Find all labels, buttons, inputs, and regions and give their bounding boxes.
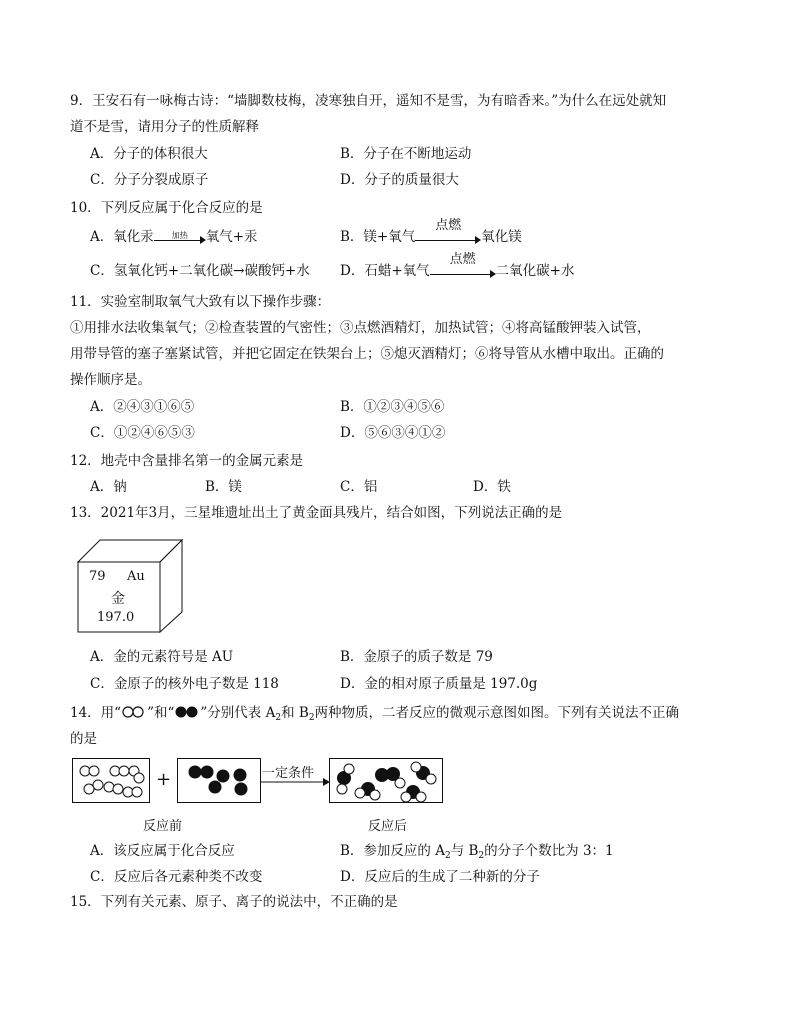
q12-stem: 12．地壳中含量排名第一的金属元素是 xyxy=(70,453,304,469)
q9-option-b: B．分子在不断地运动 xyxy=(340,146,472,162)
q14-b-part-a: B．参加反应的 A xyxy=(340,843,445,859)
product-box xyxy=(329,758,443,803)
q10-option-c: C．氢氧化钙+二氧化碳→碳酸钙+水 xyxy=(90,263,310,279)
q11-line2: 用带导管的塞子塞紧试管，并把它固定在铁架台上；⑤熄灭酒精灯；⑥将导管从水槽中取出。正确的 xyxy=(70,346,664,362)
q11-option-a: A．②④③①⑥⑤ xyxy=(90,399,195,415)
q13-option-c: C．金原子的核外电子数是 118 xyxy=(90,676,279,692)
reactant-a-box xyxy=(72,758,150,803)
q14-b-sub-a: 2 xyxy=(444,851,451,861)
q12-option-a: A．钠 xyxy=(90,479,127,495)
q10-a-reactant: A．氧化汞 xyxy=(90,229,154,245)
q10-b-arrow xyxy=(415,217,481,247)
q14-b-part-c: 的分子个数比为 3：1 xyxy=(484,843,614,859)
q10-stem: 10．下列反应属于化合反应的是 xyxy=(70,200,263,216)
reaction-arrow-icon xyxy=(259,777,331,787)
q10-d-product: 二氧化碳+水 xyxy=(495,263,575,279)
q11-option-d: D．⑤⑥③④①② xyxy=(340,425,446,441)
q10-a-arrow xyxy=(154,229,206,247)
q14-sub-a: 2 xyxy=(275,713,282,723)
before-reaction-label: 反应前 xyxy=(143,819,183,834)
q13-option-d: D．金的相对原子质量是 197.0g xyxy=(340,676,538,692)
q14-b-part-b: 与 B xyxy=(450,843,479,859)
reactant-a-molecules xyxy=(73,759,149,802)
q10-option-d xyxy=(340,251,575,281)
white-molecule-icon xyxy=(121,706,147,718)
q13-option-b: B．金原子的质子数是 79 xyxy=(340,649,493,665)
q14-stem-part-d: 和 B xyxy=(281,705,309,721)
q10-d-arrow xyxy=(430,251,496,281)
q11-option-b: B．①②③④⑤⑥ xyxy=(340,399,445,415)
q14-stem-line2: 的是 xyxy=(70,731,97,747)
q14-b-sub-b: 2 xyxy=(478,851,485,861)
element-name: 金 xyxy=(111,591,125,607)
q10-a-condition: 加热 xyxy=(171,230,188,240)
q12-option-d: D．铁 xyxy=(473,479,511,495)
q15-stem: 15．下列有关元素、原子、离子的说法中，不正确的是 xyxy=(70,894,398,910)
q10-a-product: 氧气+汞 xyxy=(205,229,258,245)
q11-line1: ①用排水法收集氧气；②检查装置的气密性；③点燃酒精灯，加热试管；④将高锰酸钾装入试管， xyxy=(70,320,651,336)
q11-stem: 11．实验室制取氧气大致有以下操作步骤： xyxy=(70,294,331,310)
q14-stem-part-b: ”和“ xyxy=(147,705,175,721)
q12-option-b: B．镁 xyxy=(205,479,242,495)
q11-line3: 操作顺序是。 xyxy=(70,372,151,388)
q14-stem-line1 xyxy=(70,704,679,727)
q9-option-c: C．分子分裂成原子 xyxy=(90,172,209,188)
product-molecules xyxy=(330,759,442,802)
element-symbol: Au xyxy=(127,569,145,584)
q14-option-a: A．该反应属于化合反应 xyxy=(90,843,235,859)
q14-stem-part-a: 14．用“ xyxy=(70,705,122,721)
element-cube-figure xyxy=(75,537,185,634)
q14-option-d: D．反应后的生成了二种新的分子 xyxy=(340,869,540,885)
plus-sign: + xyxy=(156,769,172,790)
element-atomic-number: 79 xyxy=(89,569,106,584)
after-reaction-label: 反应后 xyxy=(368,819,408,834)
q14-option-c: C．反应后各元素种类不改变 xyxy=(90,869,263,885)
q10-b-product: 氧化镁 xyxy=(481,229,522,245)
q14-option-b xyxy=(340,842,614,865)
reactant-b-box xyxy=(177,758,261,803)
q10-option-a xyxy=(90,228,258,247)
q14-stem-part-c: ”分别代表 A xyxy=(200,705,276,721)
q9-stem-line1: 9．王安石有一咏梅古诗：“墙脚数枝梅，凌寒独自开，遥知不是雪，为有暗香来。”为什么在远处就知 xyxy=(70,93,667,109)
q12-option-c: C．铝 xyxy=(340,479,378,495)
q9-option-a: A．分子的体积很大 xyxy=(90,146,208,162)
q13-option-a: A．金的元素符号是 AU xyxy=(90,649,234,665)
element-atomic-mass: 197.0 xyxy=(97,610,135,625)
q14-sub-b: 2 xyxy=(308,713,315,723)
q11-option-c: C．①②④⑥⑤③ xyxy=(90,425,195,441)
q9-stem-line2: 道不是雪，请用分子的性质解释 xyxy=(70,119,259,135)
q10-b-reactant: B．镁+氧气 xyxy=(340,229,416,245)
q9-option-d: D．分子的质量很大 xyxy=(340,172,459,188)
q13-stem: 13．2021年3月，三星堆遗址出土了黄金面具残片，结合如图，下列说法正确的是 xyxy=(70,505,563,521)
reactant-b-molecules xyxy=(178,759,260,802)
reaction-condition: 一定条件 xyxy=(262,766,315,781)
q10-d-condition: 点燃 xyxy=(449,251,476,267)
black-molecule-icon xyxy=(174,706,200,718)
q10-b-condition: 点燃 xyxy=(435,217,462,233)
q10-d-reactant: D．石蜡+氧气 xyxy=(340,263,430,279)
q14-stem-part-e: 两种物质，二者反应的微观示意图如图。下列有关说法不正确 xyxy=(314,705,680,721)
q10-option-b xyxy=(340,217,522,247)
